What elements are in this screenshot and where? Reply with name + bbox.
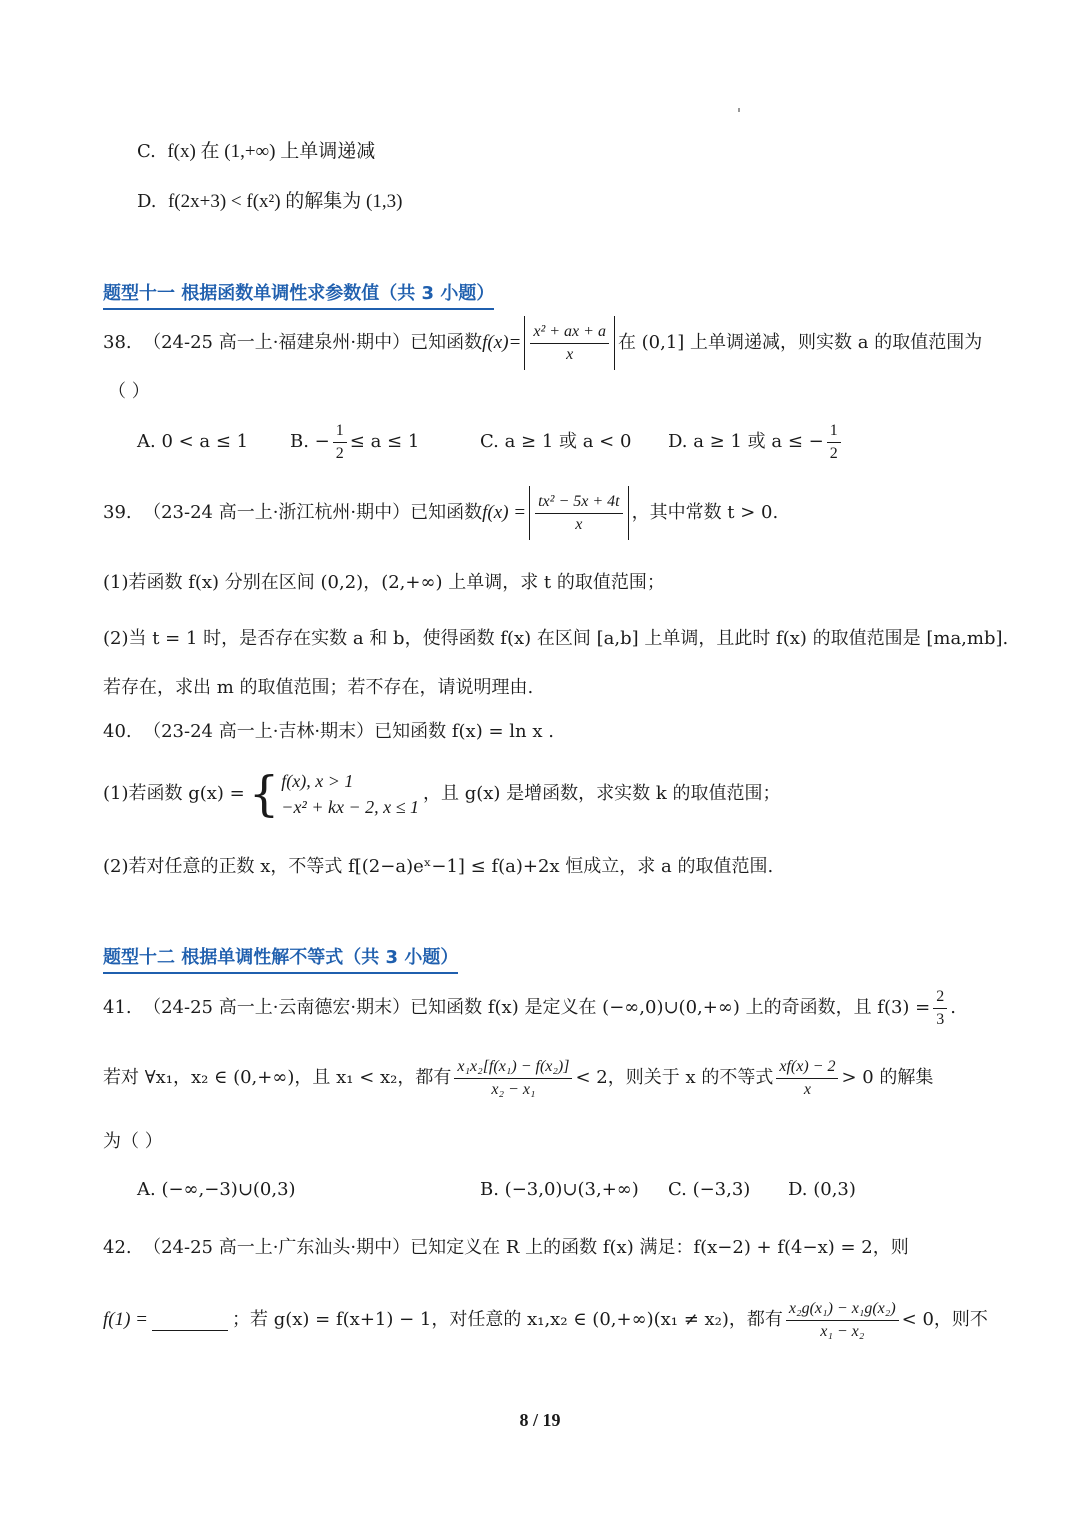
numerator: 1 <box>333 421 347 443</box>
fraction <box>786 1299 899 1342</box>
q39-part2-continued: 若存在，求出 m 的取值范围；若不存在，请说明理由. <box>103 677 534 698</box>
q41-line3: 为（ ） <box>103 1131 163 1152</box>
question-39 <box>103 486 778 540</box>
question-number: 39. <box>103 502 132 523</box>
question-40 <box>103 720 554 744</box>
numerator: tx² − 5x + 4t <box>535 492 622 514</box>
fraction <box>333 421 347 464</box>
question-source: （23-24 高一上·浙江杭州·期中）已知函数 <box>143 502 483 523</box>
cases <box>281 768 419 820</box>
denominator: x <box>566 345 574 363</box>
fraction <box>776 1057 838 1100</box>
question-text: ，其中常数 t > 0. <box>631 502 779 523</box>
question-text: 在 (0,1] 上单调递减，则实数 a 的取值范围为 <box>617 332 983 353</box>
option-label: C. <box>137 141 156 162</box>
q41-option-a: A. (−∞,−3)∪(0,3) <box>137 1179 296 1200</box>
question-text: ；若 g(x) = f(x+1) − 1，对任意的 x₁,x₂ ∈ (0,+∞)(x₁ ≠ x₂)，都有 <box>232 1309 783 1330</box>
question-number: 38. <box>103 332 132 353</box>
q39-part1: (1)若函数 f(x) 分别在区间 (0,2)，(2,+∞) 上单调，求 t 的取值范围； <box>103 572 665 593</box>
option-text: f(2x+3) < f(x²) 的解集为 (1,3) <box>167 191 403 212</box>
question-text: 若对 ∀x₁，x₂ ∈ (0,+∞)，且 x₁ < x₂，都有 <box>103 1067 452 1088</box>
option-text: ≤ a ≤ 1 <box>349 431 420 452</box>
q39-part2: (2)当 t = 1 时，是否存在实数 a 和 b，使得函数 f(x) 在区间 [a,b] 上单调，且此时 f(x) 的取值范围是 [ma,mb]. <box>103 628 1009 649</box>
option-d <box>137 190 402 214</box>
q42-line2 <box>103 1294 988 1346</box>
numerator: x₂g(x₁) − x₁g(x₂) <box>786 1299 899 1321</box>
question-38 <box>103 316 982 370</box>
q41-option-c: C. (−3,3) <box>668 1179 751 1200</box>
answer-blank[interactable] <box>152 1310 228 1331</box>
question-text: > 0 的解集 <box>841 1067 934 1088</box>
denominator: x₂ − x₁ <box>491 1080 536 1098</box>
question-text: （24-25 高一上·广东汕头·期中）已知定义在 R 上的函数 f(x) 满足：f(x−2) + f(4−x) = 2，则 <box>143 1237 909 1258</box>
case-2: −x² + kx − 2, x ≤ 1 <box>281 797 419 817</box>
numerator: x² + ax + a <box>530 322 609 344</box>
denominator: 2 <box>335 444 344 462</box>
numerator: 2 <box>933 987 947 1009</box>
absolute-value <box>529 486 628 540</box>
question-number: 42. <box>103 1237 132 1258</box>
question-number: 41. <box>103 997 132 1018</box>
denominator: x <box>803 1080 811 1098</box>
fraction <box>535 492 622 535</box>
q40-part1 <box>103 764 780 824</box>
page-number: 8 / 19 <box>519 1410 561 1430</box>
section-heading-11: 题型十一 根据函数单调性求参数值（共 3 小题） <box>103 282 494 310</box>
option-text: D. a ≥ 1 或 a ≤ − <box>668 431 824 452</box>
question-text: < 2，则关于 x 的不等式 <box>575 1067 774 1088</box>
question-text: ，且 g(x) 是增函数，求实数 k 的取值范围； <box>422 783 781 804</box>
q38-option-c <box>480 420 631 464</box>
denominator: 3 <box>936 1010 945 1028</box>
question-number: 40. <box>103 721 132 742</box>
numerator: xf(x) − 2 <box>776 1057 838 1079</box>
question-source: （24-25 高一上·福建泉州·期中）已知函数 <box>143 332 483 353</box>
denominator: 2 <box>829 444 838 462</box>
question-text: (1)若函数 g(x) = <box>103 783 245 804</box>
q41-option-b: B. (−3,0)∪(3,+∞) <box>480 1179 639 1200</box>
function-lhs: f(x) = <box>482 502 527 523</box>
q38-option-d <box>668 420 844 464</box>
denominator: x₁ − x₂ <box>820 1322 865 1340</box>
option-text: f(x) 在 (1,+∞) 上单调递减 <box>167 141 376 162</box>
q41-option-d: D. (0,3) <box>788 1179 856 1200</box>
fraction <box>454 1057 572 1100</box>
fraction <box>530 322 609 365</box>
fraction <box>827 421 841 464</box>
question-text: f(1) = <box>103 1309 149 1330</box>
scan-mark <box>738 108 740 112</box>
piecewise-function <box>249 768 419 820</box>
period: . <box>950 997 956 1018</box>
q38-option-b <box>290 420 419 464</box>
option-text: A. 0 < a ≤ 1 <box>137 431 249 452</box>
case-1: f(x), x > 1 <box>281 771 354 791</box>
option-c <box>137 140 375 164</box>
q40-part2: (2)若对任意的正数 x，不等式 f[(2−a)eˣ−1] ≤ f(a)+2x 恒成立，求 a 的取值范围. <box>103 856 774 877</box>
absolute-value <box>524 316 615 370</box>
fraction <box>933 987 947 1030</box>
q38-option-a <box>137 420 248 464</box>
brace-icon: { <box>248 766 280 822</box>
question-42 <box>103 1236 909 1260</box>
option-text: C. a ≥ 1 或 a < 0 <box>480 431 632 452</box>
answer-paren: （ ） <box>108 381 150 402</box>
section-heading-12: 题型十二 根据单调性解不等式（共 3 小题） <box>103 946 458 974</box>
numerator: x₁x₂[f(x₁) − f(x₂)] <box>454 1057 572 1079</box>
q41-line2 <box>103 1052 933 1104</box>
question-text: < 0，则不 <box>901 1309 988 1330</box>
question-text: （24-25 高一上·云南德宏·期末）已知函数 f(x) 是定义在 (−∞,0)∪(0,+∞) 上的奇函数，且 f(3) = <box>143 997 931 1018</box>
option-text: B. − <box>290 431 330 452</box>
question-source: （23-24 高一上·吉林·期末）已知函数 f(x) = ln x . <box>143 721 554 742</box>
option-label: D. <box>137 191 157 212</box>
function-lhs: f(x)= <box>482 332 522 353</box>
denominator: x <box>575 515 583 533</box>
numerator: 1 <box>827 421 841 443</box>
question-41 <box>103 985 956 1031</box>
